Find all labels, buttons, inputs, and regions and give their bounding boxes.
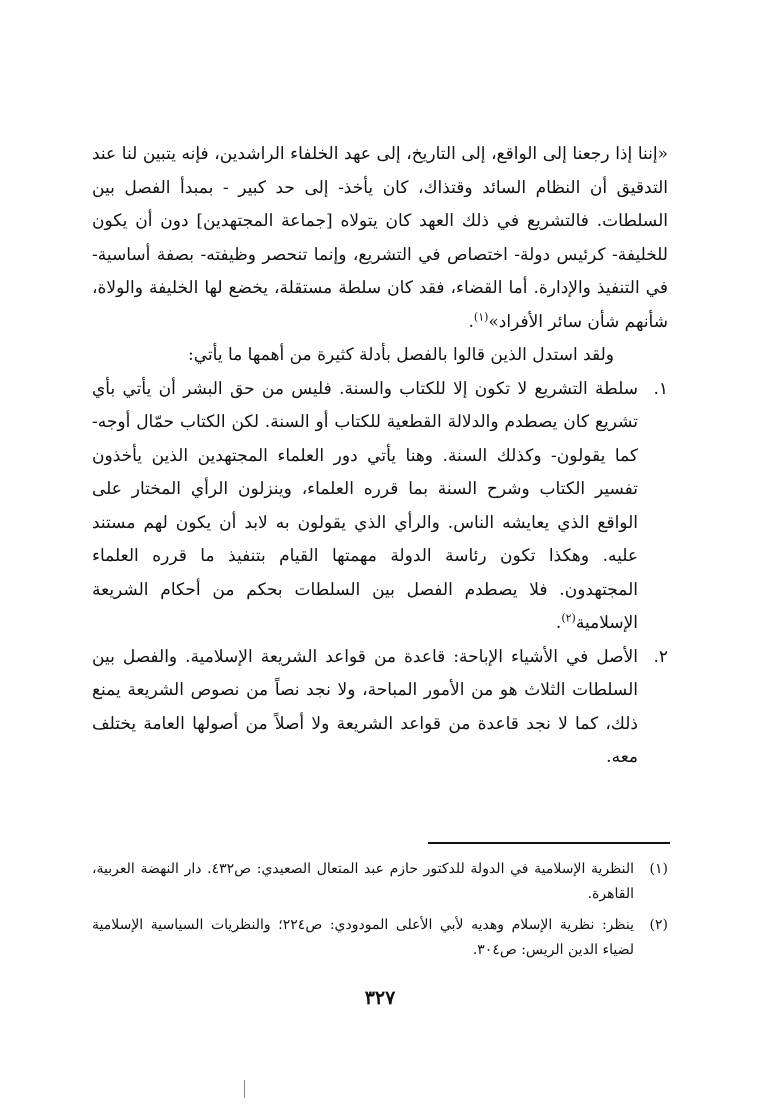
evidence-list bbox=[92, 373, 668, 775]
footnote-item bbox=[92, 913, 668, 963]
footnote-item bbox=[92, 857, 668, 907]
list-item-end: . bbox=[555, 613, 562, 633]
footnote-ref-2: (٢) bbox=[561, 611, 576, 625]
list-item bbox=[92, 373, 668, 641]
footnote-text: النظرية الإسلامية في الدولة للدكتور حازم عبد المتعال الصعيدي: ص٤٣٢. دار النهضة العربية، القاهرة. bbox=[92, 861, 634, 902]
list-item bbox=[92, 641, 668, 775]
scan-artifact-line bbox=[244, 1080, 245, 1098]
footnote-ref-1: (١) bbox=[473, 309, 489, 323]
footnote-mark: (١) bbox=[649, 861, 668, 877]
paragraph-intro: ولقد استدل الذين قالوا بالفصل بأدلة كثيرة من أهمها ما يأتي: bbox=[188, 345, 614, 365]
paragraph-quote-text: «إننا إذا رجعنا إلى الواقع، إلى التاريخ، إلى عهد الخلفاء الراشدين، فإنه يتبين لنا عند التدقيق أن النظام السائد وقتذاك، كان يأخذ- إلى حد كبير - بمبدأ الفصل بين السلطات. فالتشريع في ذلك العهد كان يتولاه [جماعة المجتهدين] دون أن يكون للخليفة- كرئيس دولة- اختصاص في التشريع، وإنما تنحصر وظيفته- بصفة أساسية- في التنفيذ والإدارة. أما القضاء، فقد كان سلطة مستقلة، يخضع لها الخليفة والولاة، شأنهم شأن سائر الأفراد» bbox=[92, 144, 668, 332]
footnote-text: ينظر: نظرية الإسلام وهديه لأبي الأعلى المودودي: ص٢٢٤؛ والنظريات السياسية الإسلامية لضياء الدين الريس: ص٣٠٤. bbox=[92, 917, 635, 958]
list-item-text bbox=[92, 641, 638, 775]
list-item-number: ١. bbox=[653, 378, 668, 399]
list-item-text bbox=[92, 373, 638, 641]
footnote-mark: (٢) bbox=[649, 917, 668, 933]
list-item-body: سلطة التشريع لا تكون إلا للكتاب والسنة. فليس من حق البشر أن يأتي بأي تشريع كان يصطدم والدلالة القطعية للكتاب أو السنة. لكن الكتاب حمّال أوجه- كما يقولون- وكذلك السنة. وهنا يأتي دور العلماء المجتهدين الذين يأخذون تفسير الكتاب وشرح السنة بما قرره العلماء، وينزلون الرأي المختار على الواقع الذي يعايشه الناس. والرأي الذي يقولون به لابد أن يكون لهم مستند عليه. وهكذا تكون رئاسة الدولة مهمتها القيام بتنفيذ ما قرره العلماء المجتهدون. فلا يصطدم الفصل بين السلطات بحكم من أحكام الشريعة الإسلامية bbox=[92, 378, 638, 633]
footnote-divider bbox=[428, 842, 670, 844]
page-number: ٣٢٧ bbox=[364, 987, 396, 1009]
main-text bbox=[92, 138, 668, 775]
footnotes bbox=[92, 857, 668, 969]
list-item-number: ٢. bbox=[653, 646, 668, 667]
paragraph-quote: «إننا إذا رجعنا إلى الواقع، إلى التاريخ، إلى عهد الخلفاء الراشدين، فإنه يتبين لنا عند التدقيق أن النظام السائد وقتذاك، كان يأخذ- إلى حد كبير - بمبدأ الفصل بين السلطات. فالتشريع في ذلك العهد كان يتولاه [جماعة المجتهدين] دون أن يكون للخليفة- كرئيس دولة- اختصاص في التشريع، وإنما تنحصر وظيفته- بصفة أساسية- في التنفيذ والإدارة. أما القضاء، فقد كان سلطة مستقلة، يخضع لها الخليفة والولاة، شأنهم شأن سائر الأفراد»$^{(١)}$. bbox=[92, 144, 668, 332]
list-item-body: الأصل في الأشياء الإباحة: قاعدة من قواعد الشريعة الإسلامية. والفصل بين السلطات الثلاث هو من الأمور المباحة، ولا نجد نصاً من نصوص الشريعة يمنع ذلك، كما لا نجد قاعدة من قواعد الشريعة ولا أصلاً من أصولها العامة يختلف معه. bbox=[92, 646, 638, 767]
